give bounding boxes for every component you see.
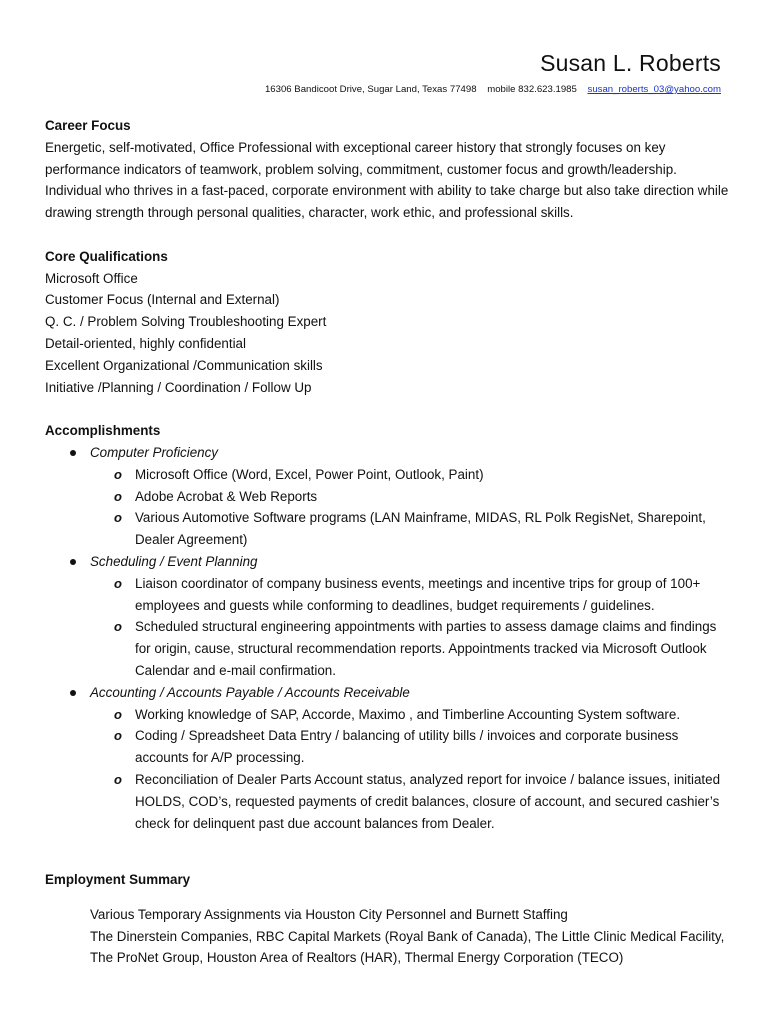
bullet-dot-icon [70,690,76,696]
qualification-item: Initiative /Planning / Coordination / Follow Up [45,379,312,395]
career-focus-heading: Career Focus [45,118,131,133]
sub-bullet-icon: o [114,575,122,591]
list-item-text: Scheduled structural engineering appointments with parties to assess damage claims and findings for origin, cause, structural recommendation reports. Appointments tracked via Microsoft Outlook Calendar and e-mail confirmation. [135,619,717,678]
accomplishment-section [45,682,730,835]
qualification-item: Microsoft Office [45,270,138,286]
list-item [90,616,730,681]
list-item [90,704,730,726]
core-qualifications-list [45,268,730,399]
career-focus-text: Energetic, self-motivated, Office Professional with exceptional career history that strongly focuses on key performance indicators of teamwork, problem solving, commitment, customer focus and growth/leadership. Individual who thrives in a fast-paced, corporate environment with ability to take charge but also take direction while drawing strength through personal qualities, character, work ethic, and professional skills. [45,139,729,221]
sub-bullet-icon: o [114,466,122,482]
qualification-item: Excellent Organizational /Communication skills [45,357,323,373]
list-item [90,486,730,508]
bullet-dot-icon [70,450,76,456]
list-item [90,507,730,551]
section-items [90,464,730,551]
resume-content [45,115,730,969]
section-title: Scheduling / Event Planning [90,553,258,569]
address-text: 16306 Bandicoot Drive, Sugar Land, Texas 77498 [264,84,477,95]
list-item-text: Various Automotive Software programs (LAN Mainframe, MIDAS, RL Polk RegisNet, Sharepoint, Dealer Agreement) [135,510,706,548]
list-item-text: Reconciliation of Dealer Parts Account status, analyzed report for invoice / balance issues, initiated HOLDS, COD’s, requested payments of credit balances, closure of account, and secured cashier’s check for delinquent past due account balances from Dealer. [135,771,721,831]
accomplishments-heading: Accomplishments [45,423,161,439]
qualification-item: Detail-oriented, highly confidential [45,335,246,351]
sub-bullet-icon: o [114,706,122,722]
list-item-text: Coding / Spreadsheet Data Entry / balancing of utility bills / invoices and corporate business accounts for A/P processing. [135,728,679,766]
sub-bullet-icon: o [114,728,122,744]
list-item-text: Liaison coordinator of company business events, meetings and incentive trips for group of 100+ employees and guests while conforming to deadlines, budget requirements / guidelines. [135,575,701,613]
resume-name: Susan L. Roberts [540,50,721,76]
section-items [90,704,730,835]
contact-line [265,84,721,96]
accomplishments-list [45,442,730,834]
employment-line: Various Temporary Assignments via Houston City Personnel and Burnett Staffing [90,906,568,922]
list-item-text: Adobe Acrobat & Web Reports [135,488,318,504]
employment-summary-heading: Employment Summary [45,872,191,888]
employment-summary-text [45,904,730,969]
core-qualifications-heading: Core Qualifications [45,248,168,264]
list-item-text: Microsoft Office (Word, Excel, Power Point, Outlook, Paint) [135,466,484,482]
employment-line: The Dinerstein Companies, RBC Capital Markets (Royal Bank of Canada), The Little Clinic Medical Facility, The ProNet Group, Houston Area of Realtors (HAR), Thermal Energy Corporation (TECO) [90,928,725,966]
sub-bullet-icon: o [114,510,122,526]
qualification-item: Customer Focus (Internal and External) [45,292,280,308]
section-items [90,573,730,682]
list-item [90,769,730,834]
qualification-item: Q. C. / Problem Solving Troubleshooting Expert [45,314,327,330]
accomplishment-section [45,442,730,551]
section-title: Accounting / Accounts Payable / Accounts Receivable [90,684,410,700]
list-item [90,464,730,486]
sub-bullet-icon: o [114,771,122,787]
sub-bullet-icon: o [114,488,122,504]
sub-bullet-icon: o [114,619,122,635]
mobile-text: mobile 832.623.1985 [487,84,577,95]
section-title: Computer Proficiency [90,444,219,460]
accomplishment-section [45,551,730,682]
list-item-text: Working knowledge of SAP, Accorde, Maximo , and Timberline Accounting System software. [135,706,681,722]
bullet-dot-icon [70,559,76,565]
email-link[interactable]: susan_roberts_03@yahoo.com [587,84,721,95]
list-item [90,573,730,617]
list-item [90,725,730,769]
